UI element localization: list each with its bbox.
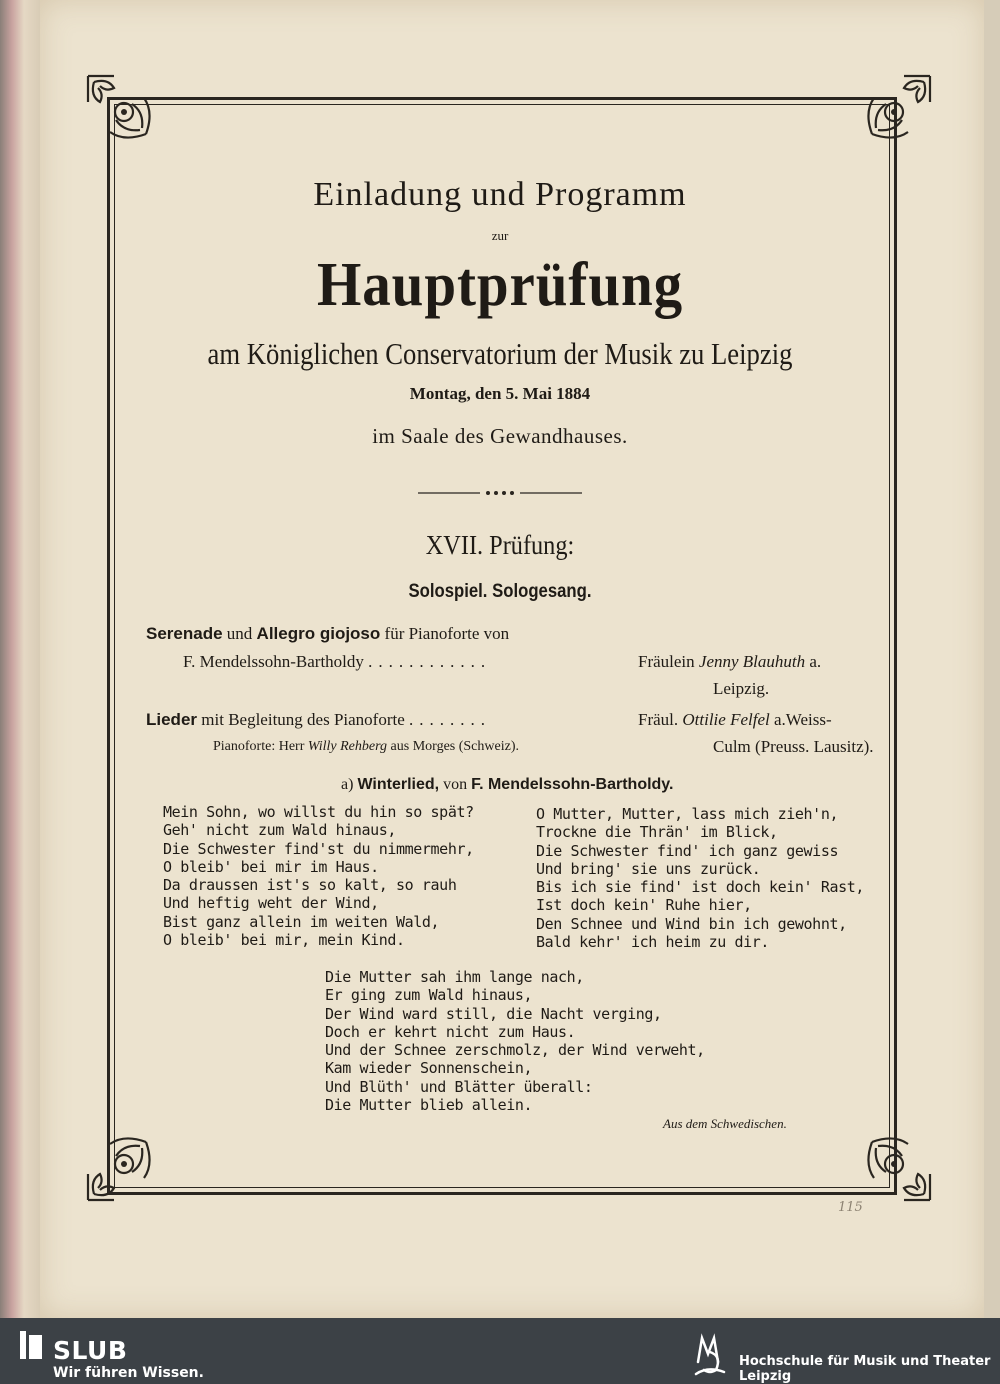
item2-leader-dots: ........ — [409, 710, 492, 729]
pencil-page-note: 115 — [838, 1200, 863, 1215]
exam-subtitle: Solospiel. Sologesang. — [408, 581, 592, 602]
heading-zur: zur — [491, 228, 509, 243]
ornament-corner-bottom-left — [84, 1124, 164, 1204]
stanza-3 — [325, 968, 705, 1114]
item1-conj: und — [226, 624, 253, 643]
verse-line: Die Mutter sah ihm lange nach, — [325, 968, 584, 986]
verse-line: O Mutter, Mutter, lass mich zieh'n, — [536, 805, 839, 823]
exam-number: XVII. Prüfung: — [425, 530, 575, 560]
item2-accomp-suffix: aus Morges (Schweiz). — [390, 739, 519, 754]
item1-title-b: Allegro giojoso — [256, 624, 381, 643]
ornament-corner-top-left — [84, 72, 164, 152]
item2-performer-name: Ottilie Felfel — [682, 710, 770, 729]
verse-line: Doch er kehrt nicht zum Haus. — [325, 1022, 576, 1041]
item2-performer-suffix: a.Weiss- — [773, 710, 832, 729]
verse-line: Und heftig weht der Wind, — [163, 894, 379, 913]
verse-line: Er ging zum Wald hinaus, — [325, 986, 533, 1005]
lied-composer: F. Mendelssohn-Bartholdy. — [471, 776, 674, 793]
slub-tagline: Wir führen Wissen. — [53, 1365, 204, 1381]
verse-line: Die Schwester find' ich ganz gewiss — [536, 841, 839, 860]
program-item-1-composer-line — [183, 652, 491, 672]
program-item-2-performer — [638, 710, 832, 730]
item2-performer-prefix: Fräul. — [638, 710, 679, 729]
item2-performer-city: Culm (Preuss. Lausitz). — [713, 737, 874, 756]
program-item-2-accompanist — [213, 739, 519, 755]
item1-composer: F. Mendelssohn-Bartholdy — [183, 652, 364, 671]
item1-leader-dots: ............ — [368, 652, 492, 671]
hmt-institution-name[interactable]: Hochschule für Musik und Theater Leipzig — [739, 1354, 991, 1384]
heading-invitation: Einladung und Programm — [313, 176, 687, 213]
item1-performer-city: Leipzig. — [713, 679, 770, 698]
verse-line: Geh' nicht zum Wald hinaus, — [163, 821, 397, 840]
lyrics-source: Aus dem Schwedischen. — [663, 1116, 787, 1131]
item1-performer-suffix: a. — [809, 652, 822, 671]
item2-title: Lieder — [146, 710, 198, 729]
heading-venue: im Saale des Gewandhauses. — [372, 424, 628, 448]
program-item-1-title — [146, 624, 509, 644]
item1-title-a: Serenade — [146, 624, 223, 643]
verse-line: Da draussen ist's so kalt, so rauh — [163, 876, 457, 895]
lied-label: a) — [341, 776, 354, 793]
verse-line: Bald kehr' ich heim zu dir. — [536, 933, 770, 952]
verse-line: Trockne die Thrän' im Blick, — [536, 823, 778, 842]
verse-line: Den Schnee und Wind bin ich gewohnt, — [536, 914, 847, 933]
hmt-logo-icon[interactable] — [692, 1332, 728, 1376]
verse-line: Die Schwester find'st du nimmermehr, — [163, 839, 474, 858]
ornament-corner-bottom-right — [854, 1124, 934, 1204]
heading-date: Montag, den 5. Mai 1884 — [409, 384, 591, 403]
stanza-1 — [163, 803, 474, 949]
lied-title: Winterlied, — [357, 776, 440, 793]
item1-performer-name: Jenny Blauhuth — [698, 652, 806, 671]
slub-logo-icon[interactable] — [20, 1331, 42, 1359]
verse-line: Ist doch kein' Ruhe hier, — [536, 896, 752, 915]
item2-desc: mit Begleitung des Pianoforte — [201, 710, 405, 729]
ornament-corner-top-right — [854, 72, 934, 152]
verse-line: Der Wind ward still, die Nacht verging, — [325, 1004, 662, 1023]
heading-title: Hauptprüfung — [316, 251, 684, 319]
ornamental-divider — [418, 482, 582, 486]
verse-line: O bleib' bei mir im Haus. — [163, 857, 379, 876]
item2-accomp-prefix: Pianoforte: Herr — [213, 739, 305, 754]
verse-line: Mein Sohn, wo willst du hin so spät? — [163, 803, 474, 821]
lied-heading — [341, 776, 673, 794]
program-item-1-performer — [638, 652, 821, 672]
stanza-2 — [536, 805, 864, 951]
verse-line: Bis ich sie find' ist doch kein' Rast, — [536, 878, 864, 897]
verse-line: Und Blüth' und Blätter überall: — [325, 1077, 593, 1096]
lied-von: von — [443, 776, 468, 793]
item1-desc: für Pianoforte von — [384, 624, 510, 643]
verse-line: Und der Schnee zerschmolz, der Wind verweht, — [325, 1041, 705, 1060]
verse-line: O bleib' bei mir, mein Kind. — [163, 931, 405, 950]
heading-institution: am Königlichen Conservatorium der Musik zu Leipzig — [207, 336, 793, 371]
slub-name[interactable]: SLUB — [53, 1336, 128, 1365]
verse-line: Kam wieder Sonnenschein, — [325, 1059, 533, 1078]
verse-line: Bist ganz allein im weiten Wald, — [163, 912, 440, 931]
verse-line: Und bring' sie uns zurück. — [536, 859, 761, 878]
item2-accomp-name: Willy Rehberg — [307, 739, 388, 754]
verse-line: Die Mutter blieb allein. — [325, 1096, 533, 1115]
program-item-2-title — [146, 710, 491, 730]
item1-performer-prefix: Fräulein — [638, 652, 695, 671]
